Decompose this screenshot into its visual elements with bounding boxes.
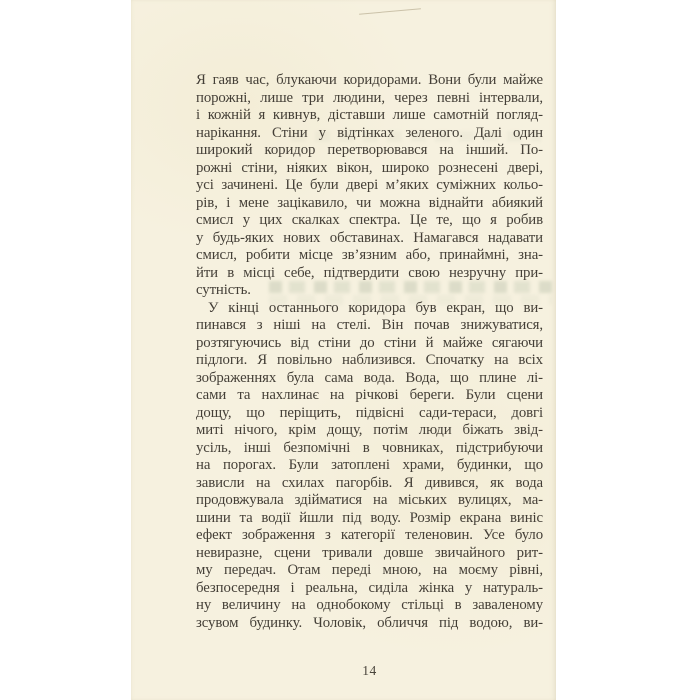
paper-scratch-artifact bbox=[359, 8, 421, 14]
text-line: у будь-яких нових обставинах. Намагався надавати bbox=[196, 229, 543, 246]
text-line: сутність. bbox=[196, 282, 251, 298]
text-line: йти в місці себе, підтвердити свою незручну при- bbox=[196, 264, 543, 281]
text-line: смисл, робити місце зв’язним або, принаймні, зна- bbox=[196, 247, 543, 263]
text-line: сами та нахлинає на річкові береги. Були сцени bbox=[196, 387, 543, 403]
text-line: невиразне, сцени тривали довше звичайного рит- bbox=[196, 544, 543, 561]
book-page bbox=[131, 0, 556, 700]
text-line: підлоги. Я повільно наблизився. Спочатку на всіх bbox=[196, 352, 543, 368]
text-line: на порогах. Були затоплені храми, будинки, що bbox=[196, 457, 543, 473]
text-line: зависли на схилах пагорбів. Я дивився, як вода bbox=[196, 474, 543, 491]
text-line: усіль, інші безпомічні в човниках, підстрибуючи bbox=[196, 439, 543, 456]
text-line: миті нічого, крім дощу, потім люди біжать звід- bbox=[196, 422, 543, 438]
text-line: Я гаяв час, блукаючи коридорами. Вони були майже bbox=[196, 72, 543, 88]
text-line: рів, і мене зацікавило, чи можна віднайти абиякий bbox=[196, 194, 543, 211]
text-line: шини та водії йшли під воду. Розмір екрана виніс bbox=[196, 509, 543, 526]
text-line: ефект зображення з категорії теленовин. Усе було bbox=[196, 527, 543, 543]
text-line: безпосередня і реальна, сиділа жінка у натураль- bbox=[196, 579, 543, 596]
text-line: пинався з ніші на стелі. Він почав знижуватися, bbox=[196, 317, 543, 333]
text-line: смисл у цих скалках спектра. Це те, що я робив bbox=[196, 212, 543, 228]
text-line: порожні, лише три людини, через певні інтервали, bbox=[196, 89, 543, 106]
text-line: розтягуючись від стіни до стіни й майже сягаючи bbox=[196, 334, 543, 351]
text-line: ну величину на однобокому стільці в заваленому bbox=[196, 597, 543, 613]
text-line: му передач. Отам переді мною, на моєму рівні, bbox=[196, 562, 543, 578]
text-line: рожні стіни, ніяких вікон, широко рознесені двері, bbox=[196, 159, 543, 176]
text-line: широкий коридор перетворювався на інший. По- bbox=[196, 142, 543, 158]
text-line: У кінці останнього коридора був екран, що ви- bbox=[208, 299, 543, 316]
text-block bbox=[196, 72, 543, 632]
text-line: зсувом будинку. Чоловік, обличчя під водою, ви- bbox=[196, 614, 543, 631]
page-number: 14 bbox=[362, 663, 377, 678]
text-line: і кожній я кивнув, діставши лише самотній погляд- bbox=[196, 107, 543, 123]
text-line: зображеннях була сама вода. Вода, що плине лі- bbox=[196, 369, 543, 386]
text-line: дощу, що періщить, підвісні сади-тераси, довгі bbox=[196, 404, 543, 421]
text-line: нарікання. Стіни у відтінках зеленого. Далі один bbox=[196, 124, 543, 141]
text-line: усі зачинені. Це були двері м’яких суміжних кольо- bbox=[196, 177, 543, 193]
text-line: продовжувала здійматися на міських вулицях, ма- bbox=[196, 492, 543, 508]
